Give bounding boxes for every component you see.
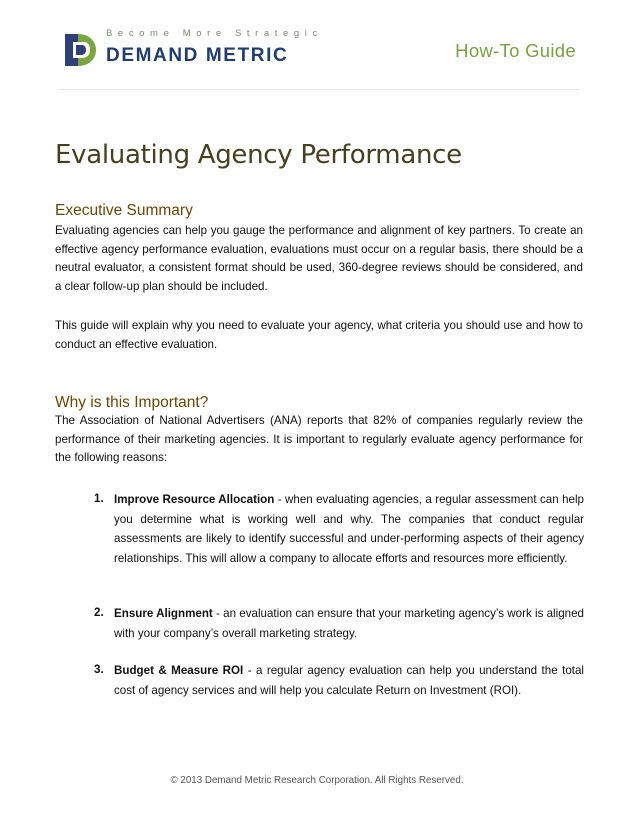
footer-text: © 2013 Demand Metric Research Corporation. All Rights Reserved. [170,775,464,786]
why-important-intro: The Association of National Advertisers (ANA) reports that 82% of companies regularly review the performance of their marketing agencies. It is important to regularly evaluate agency performance for the following reasons: [55,414,583,465]
header-divider [58,89,580,90]
list-item [94,604,584,643]
executive-summary-paragraph-2: This guide will explain why you need to evaluate your agency, what criteria you should use and how to conduct an effective evaluation. [55,319,583,351]
logo [62,28,332,72]
executive-summary-paragraph-1: Evaluating agencies can help you gauge the performance and alignment of key partners. To create an effective agency performance evaluation, evaluations must occur on a regular basis, there should be a neutral evaluator, a consistent format should be used, 360-degree reviews should be considered, and a clear follow-up plan should be included. [55,224,583,293]
list-number: 1. [94,492,104,505]
list-item-lead: Ensure Alignment [114,607,213,620]
list-item [94,490,584,568]
demand-metric-logo-icon [62,32,98,68]
list-item-text: - an evaluation can ensure that your marketing agency’s work is aligned with your company’s overall marketing strategy. [114,607,584,640]
list-item-lead: Budget & Measure ROI [114,664,244,677]
list-number: 3. [94,663,104,676]
brand-name: DEMAND METRIC [106,45,289,66]
list-item-text: - a regular agency evaluation can help you understand the total cost of agency services and will help you calculate Return on Investment (ROI). [114,664,585,697]
list-item-lead: Improve Resource Allocation [114,493,275,506]
list-item [94,661,584,700]
footer-copyright [0,775,638,786]
page-title: Evaluating Agency Performance [55,140,462,170]
guide-label: How-To Guide [455,40,576,61]
executive-summary-heading: Executive Summary [55,202,193,219]
why-important-heading: Why is this Important? [55,394,209,411]
list-number: 2. [94,606,104,619]
list-item-text: - when evaluating agencies, a regular assessment can help you determine what is working well and why. The companies that conduct regular assessments are likely to identify successful and under-performing aspects of their agency relationships. This will allow a company to allocate efforts and resources more efficiently. [114,493,584,565]
tagline: Become More Strategic [106,28,323,39]
